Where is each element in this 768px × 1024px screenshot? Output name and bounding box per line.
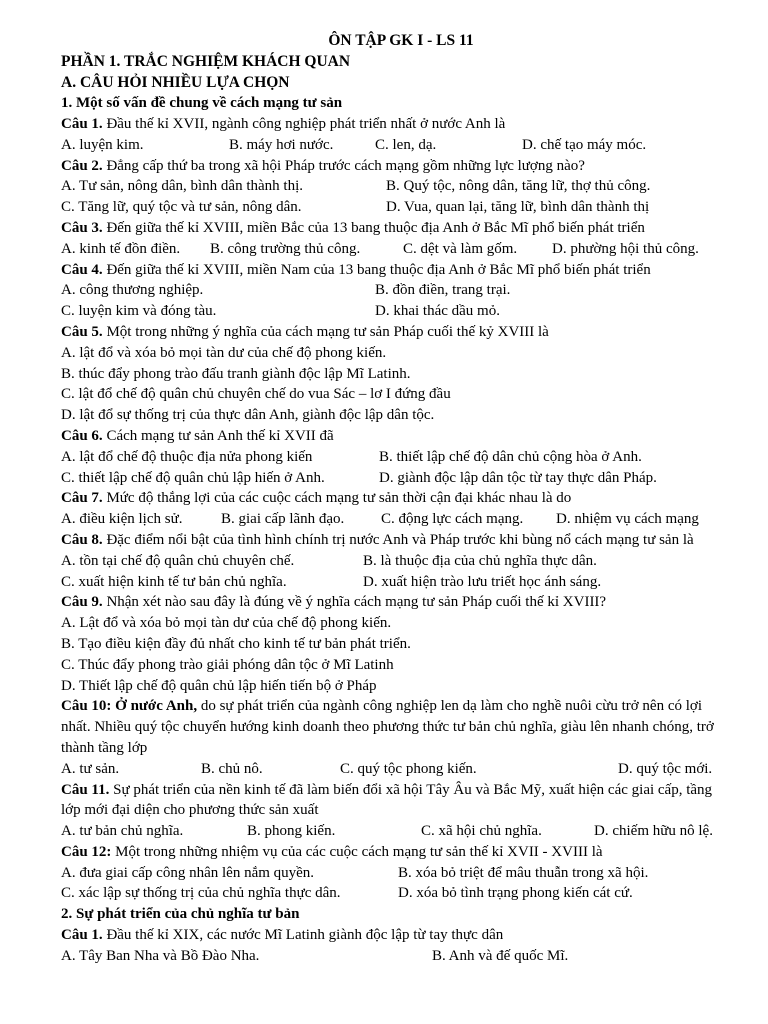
option-b: B. Tạo điều kiện đầy đủ nhất cho kinh tế tư bản phát triển. (61, 635, 411, 652)
question-text: Nhận xét nào sau đây là đúng về ý nghĩa cách mạng tư sản Pháp cuối thế kỉ XVIII? (102, 594, 607, 611)
question-text: Đến giữa thế kỉ XVIII, miền Bắc của 13 bang thuộc địa Anh ở Bắc Mĩ phổ biến phát triển (102, 219, 645, 236)
question-number: Câu 4. (61, 261, 103, 278)
option-b: B. giai cấp lãnh đạo. (221, 511, 345, 528)
option-d: D. chế tạo máy móc. (522, 136, 647, 153)
options-row (61, 468, 741, 489)
options-row (61, 759, 741, 780)
question-1 (61, 114, 741, 135)
option-a: A. lật đổ và xóa bỏ mọi tàn dư của chế độ phong kiến. (61, 344, 387, 361)
part-heading: PHẦN 1. TRẮC NGHIỆM KHÁCH QUAN (61, 53, 351, 70)
option-d: D. giành độc lập dân tộc từ tay thực dân Pháp. (379, 469, 657, 486)
option-d: D. quý tộc mới. (618, 760, 713, 777)
option-d: D. lật đổ sự thống trị của thực dân Anh, giành độc lập dân tộc. (61, 407, 435, 424)
question-number: Câu 8. (61, 531, 103, 548)
option-c: C. dệt và làm gốm. (403, 240, 518, 257)
options-row (61, 176, 741, 197)
section-heading: A. CÂU HỎI NHIỀU LỰA CHỌN (61, 74, 290, 91)
question-emphasis: Ở nước Anh, (111, 698, 198, 715)
question-number: Câu 3. (61, 219, 103, 236)
option-b: B. chủ nô. (201, 760, 263, 777)
topic-heading-1: 1. Một số vấn đề chung về cách mạng tư sản (61, 95, 343, 111)
question-text: Mức độ thắng lợi của các cuộc cách mạng tư sản thời cận đại khác nhau là do (102, 490, 572, 507)
option-c: C. thiết lập chế độ quân chủ lập hiến ở Anh. (61, 469, 325, 486)
question-text: do sự phát triển của ngành công nghiệp len dạ làm cho nghề nuôi cừu trở nên có lợi nhất. Nhiều quý tộc chuyển hướng kinh doanh theo phương thức tư bản chủ nghĩa, giàu lên nhanh chóng, trở thành tầng lớp (61, 698, 714, 756)
question-3 (61, 218, 741, 239)
options-row (61, 135, 741, 156)
option-d: D. xuất hiện trào lưu triết học ánh sáng. (363, 573, 602, 590)
question-8 (61, 530, 701, 551)
option-b: B. Quý tộc, nông dân, tăng lữ, thợ thủ công. (386, 178, 651, 195)
question-7 (61, 488, 741, 509)
option-b: B. Anh và đế quốc Mĩ. (432, 948, 569, 965)
question-text: Một trong những nhiệm vụ của các cuộc cách mạng tư sản thế kỉ XVII - XVIII là (111, 843, 603, 860)
question-number: Câu 12: (61, 843, 112, 860)
question-number: Câu 7. (61, 490, 103, 507)
question-9 (61, 592, 741, 613)
option-c: C. luyện kim và đóng tàu. (61, 303, 217, 320)
option-d: D. khai thác dầu mỏ. (375, 303, 500, 320)
option-a: A. luyện kim. (61, 136, 144, 153)
option-a: A. Lật đổ và xóa bỏ mọi tàn dư của chế độ phong kiến. (61, 615, 392, 632)
question-11 (61, 780, 733, 822)
question-text: Sự phát triển của nền kinh tế đã làm biến đổi xã hội Tây Âu và Bắc Mỹ, xuất hiện các giai cấp, tầng lớp mới đại diện cho phương thức sản xuất (61, 781, 713, 819)
option-c: C. quý tộc phong kiến. (340, 760, 477, 777)
question-number: Câu 6. (61, 427, 103, 444)
option-a: A. tồn tại chế độ quân chủ chuyên chế. (61, 552, 295, 569)
options-row (61, 863, 741, 884)
option-b: B. đồn điền, trang trại. (375, 282, 511, 299)
options-row (61, 197, 741, 218)
option-b: B. xóa bỏ triệt để mâu thuẫn trong xã hội. (398, 864, 649, 881)
option-c: C. xuất hiện kinh tế tư bản chủ nghĩa. (61, 573, 287, 590)
option-b: B. phong kiến. (247, 823, 336, 840)
question-5 (61, 322, 741, 343)
question-text: Đặc điểm nổi bật của tình hình chính trị nước Anh và Pháp trước khi bùng nổ cách mạng tư sản là (102, 531, 694, 548)
option-c: C. lật đổ chế độ quân chủ chuyên chế do vua Sác – lơ I đứng đầu (61, 386, 451, 403)
option-a: A. kinh tế đồn điền. (61, 240, 181, 257)
option-d: D. Vua, quan lại, tăng lữ, bình dân thành thị (386, 199, 650, 216)
question-text: Đến giữa thế kỉ XVIII, miền Nam của 13 bang thuộc địa Anh ở Bắc Mĩ phổ biến phát triển (102, 261, 651, 278)
options-row (61, 239, 741, 260)
options-row (61, 301, 741, 322)
question-number: Câu 11. (61, 781, 110, 798)
options-row (61, 946, 741, 967)
question-number: Câu 2. (61, 157, 103, 174)
question-4 (61, 260, 741, 281)
option-b: B. là thuộc địa của chủ nghĩa thực dân. (363, 552, 597, 569)
options-row (61, 572, 741, 593)
question-text: Đầu thế kỉ XIX, các nước Mĩ Latinh giành độc lập từ tay thực dân (102, 927, 504, 944)
option-d: D. Thiết lập chế độ quân chủ lập hiến tiến bộ ở Pháp (61, 677, 377, 694)
option-c: C. động lực cách mạng. (381, 511, 524, 528)
option-b: B. thiết lập chế độ dân chủ cộng hòa ở Anh. (379, 448, 642, 465)
question-text: Đẳng cấp thứ ba trong xã hội Pháp trước cách mạng gồm những lực lượng nào? (102, 157, 585, 174)
options-row (61, 447, 741, 468)
option-d: D. nhiệm vụ cách mạng (556, 511, 699, 528)
option-d: D. phường hội thủ công. (552, 240, 699, 257)
option-a: A. tư sản. (61, 760, 120, 777)
question-number: Câu 1. (61, 927, 103, 944)
topic2-question-1 (61, 925, 741, 946)
question-2 (61, 156, 741, 177)
question-6 (61, 426, 741, 447)
option-c: C. xã hội chủ nghĩa. (421, 823, 542, 840)
option-d: D. chiếm hữu nô lệ. (594, 823, 713, 840)
question-number: Câu 9. (61, 594, 103, 611)
option-a: A. tư bản chủ nghĩa. (61, 823, 184, 840)
option-a: A. điều kiện lịch sử. (61, 511, 183, 528)
option-b: B. công trường thủ công. (210, 240, 361, 257)
question-number: Câu 5. (61, 323, 103, 340)
option-a: A. đưa giai cấp công nhân lên nắm quyền. (61, 864, 315, 881)
options-row (61, 509, 741, 530)
question-text: Một trong những ý nghĩa của cách mạng tư sản Pháp cuối thế kỷ XVIII là (102, 323, 549, 340)
options-row (61, 280, 741, 301)
question-number: Câu 1. (61, 116, 103, 132)
topic-heading-2: 2. Sự phát triển của chủ nghĩa tư bản (61, 906, 300, 923)
option-a: A. Tây Ban Nha và Bồ Đào Nha. (61, 948, 260, 965)
options-row (61, 883, 741, 904)
option-a: A. công thương nghiệp. (61, 282, 204, 299)
question-number: Câu 10: (61, 698, 112, 715)
document-page (61, 30, 741, 967)
option-c: C. Tăng lữ, quý tộc và tư sản, nông dân. (61, 199, 302, 216)
option-c: C. len, dạ. (375, 136, 437, 153)
document-title: ÔN TẬP GK I - LS 11 (328, 32, 474, 49)
options-row (61, 821, 741, 842)
question-text: Đầu thế kỉ XVII, ngành công nghiệp phát triển nhất ở nước Anh là (102, 116, 506, 132)
question-12 (61, 842, 741, 863)
options-row (61, 551, 741, 572)
option-c: C. Thúc đẩy phong trào giải phóng dân tộc ở Mĩ Latinh (61, 656, 394, 673)
option-b: B. thúc đẩy phong trào đấu tranh giành độc lập Mĩ Latinh. (61, 365, 411, 382)
option-a: A. Tư sản, nông dân, bình dân thành thị. (61, 178, 303, 195)
option-c: C. xác lập sự thống trị của chủ nghĩa thực dân. (61, 885, 341, 902)
option-a: A. lật đổ chế độ thuộc địa nửa phong kiến (61, 448, 313, 465)
option-d: D. xóa bỏ tình trạng phong kiến cát cứ. (398, 885, 633, 902)
question-10 (61, 696, 721, 758)
option-b: B. máy hơi nước. (229, 136, 334, 153)
question-text: Cách mạng tư sản Anh thế kỉ XVII đã (102, 427, 334, 444)
